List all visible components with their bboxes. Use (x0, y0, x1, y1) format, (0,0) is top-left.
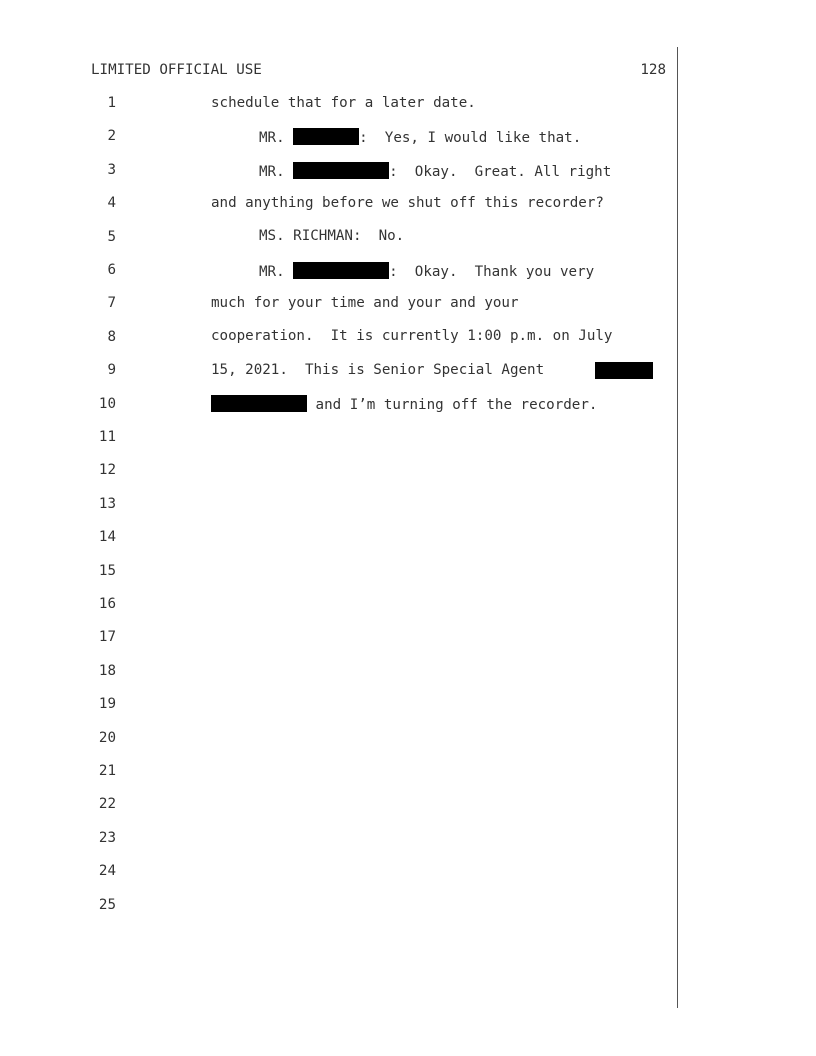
redaction-box (211, 395, 307, 412)
line-number: 3 (107, 161, 116, 178)
transcript-line-6 (259, 262, 594, 280)
speaker-prefix: MR. (259, 164, 285, 180)
line-number: 16 (98, 596, 116, 612)
line-number: 19 (98, 696, 116, 713)
line-number: 17 (98, 629, 116, 646)
redaction-box (595, 362, 653, 379)
line-number: 5 (107, 228, 116, 245)
line-number: 6 (107, 262, 116, 278)
line-number: 4 (107, 195, 116, 212)
line-number: 10 (98, 395, 116, 412)
transcript-line-3 (259, 162, 611, 180)
transcript-line-7: much for your time and your and your (211, 295, 519, 311)
line-number: 21 (98, 763, 116, 779)
line-number: 8 (107, 328, 116, 345)
transcript-line-1: schedule that for a later date. (211, 95, 476, 111)
line-text: 15, 2021. This is Senior Special Agent (211, 362, 545, 378)
redaction-box (293, 162, 389, 179)
line-number: 25 (98, 896, 116, 913)
line-number: 14 (98, 529, 116, 546)
classification-header: LIMITED OFFICIAL USE (91, 62, 262, 78)
line-number: 23 (98, 829, 116, 846)
line-number: 22 (98, 796, 116, 813)
speaker-prefix: MR. (259, 264, 285, 280)
line-number: 9 (107, 362, 116, 379)
line-text: and I’m turning off the recorder. (307, 397, 598, 413)
line-number: 24 (98, 863, 116, 880)
right-margin-rule (677, 47, 678, 1008)
transcript-line-4: and anything before we shut off this recorder? (211, 195, 604, 211)
transcript-line-10 (211, 395, 597, 413)
transcript-line-5: MS. RICHMAN: No. (259, 228, 405, 244)
page-number: 128 (640, 62, 666, 78)
speaker-prefix: MR. (259, 130, 285, 146)
redaction-box (293, 128, 359, 145)
line-number: 15 (98, 562, 116, 579)
speaker-text: : Yes, I would like that. (359, 130, 582, 146)
line-number: 18 (98, 662, 116, 679)
line-number: 7 (107, 295, 116, 312)
line-number: 1 (107, 95, 116, 111)
redaction-box (293, 262, 389, 279)
line-number: 20 (98, 729, 116, 746)
line-number: 12 (98, 462, 116, 479)
line-number: 11 (98, 429, 116, 445)
line-number: 13 (98, 495, 116, 512)
line-number: 2 (107, 128, 116, 145)
transcript-line-9 (211, 362, 544, 378)
transcript-line-8: cooperation. It is currently 1:00 p.m. on July (211, 328, 613, 344)
speaker-text: : Okay. Great. All right (389, 164, 612, 180)
transcript-line-2 (259, 128, 581, 146)
speaker-text: : Okay. Thank you very (389, 264, 595, 280)
